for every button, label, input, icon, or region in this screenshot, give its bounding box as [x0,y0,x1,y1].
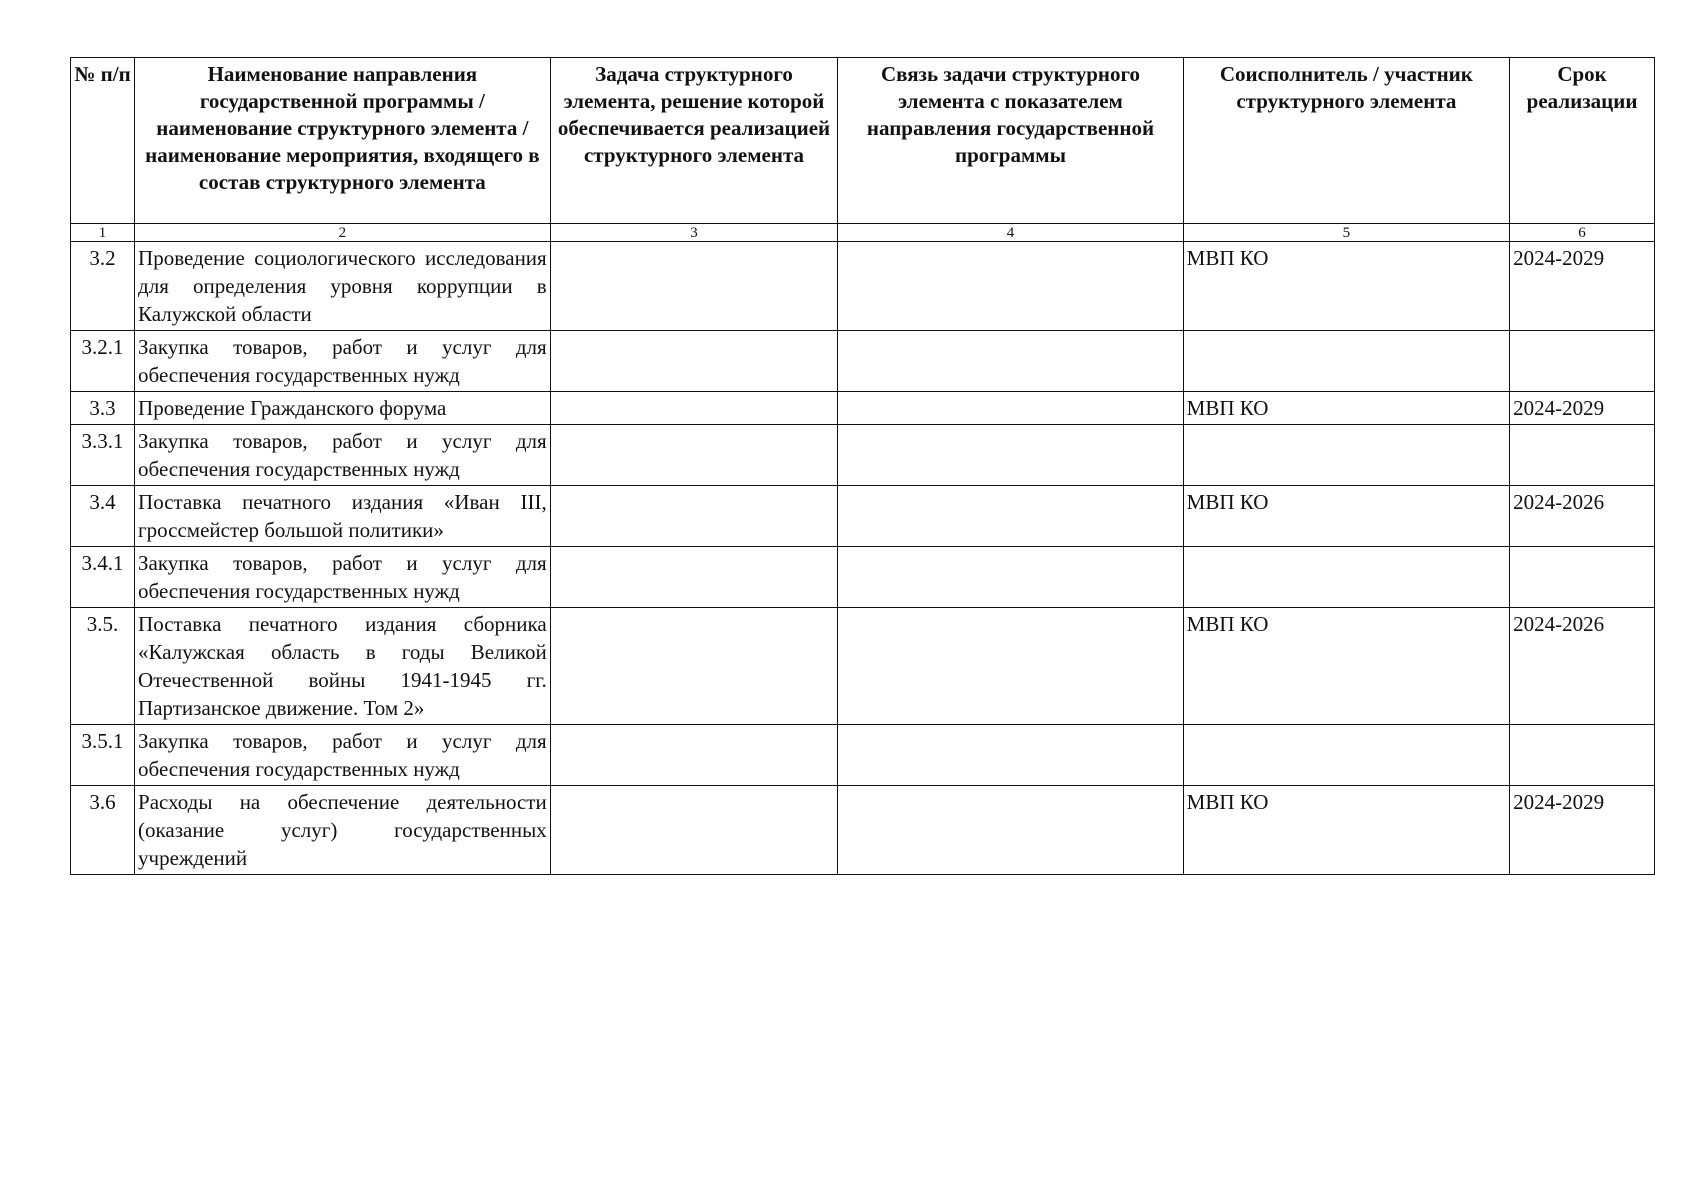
row-term: 2024-2029 [1510,242,1655,331]
header-row [71,58,1655,224]
row-executor [1183,425,1509,486]
row-link [838,392,1183,425]
column-number: 6 [1510,224,1655,242]
row-term [1510,331,1655,392]
row-number: 3.6 [71,786,135,875]
row-name: Закупка товаров, работ и услуг для обеспечения государственных нужд [135,547,551,608]
row-number: 3.3 [71,392,135,425]
column-number: 1 [71,224,135,242]
column-number: 2 [135,224,551,242]
row-name: Закупка товаров, работ и услуг для обеспечения государственных нужд [135,725,551,786]
row-number: 3.5.1 [71,725,135,786]
table-row [71,786,1655,875]
row-executor [1183,725,1509,786]
row-task [550,608,838,725]
row-name: Закупка товаров, работ и услуг для обеспечения государственных нужд [135,425,551,486]
row-term [1510,547,1655,608]
row-term: 2024-2029 [1510,786,1655,875]
row-link [838,425,1183,486]
table-row [71,608,1655,725]
header-term: Срок реализации [1510,58,1655,224]
row-number: 3.2 [71,242,135,331]
row-name: Расходы на обеспечение деятельности (оказание услуг) государственных учреждений [135,786,551,875]
row-task [550,331,838,392]
row-link [838,725,1183,786]
row-task [550,786,838,875]
row-number: 3.2.1 [71,331,135,392]
row-term: 2024-2026 [1510,608,1655,725]
row-task [550,425,838,486]
structural-elements-table [70,57,1655,875]
column-numbers-row [71,224,1655,242]
row-link [838,608,1183,725]
table-row [71,425,1655,486]
row-task [550,486,838,547]
row-executor: МВП КО [1183,392,1509,425]
table-row [71,486,1655,547]
row-executor [1183,331,1509,392]
header-link: Связь задачи структурного элемента с показателем направления государственной программы [838,58,1183,224]
header-executor: Соисполнитель / участник структурного элемента [1183,58,1509,224]
row-term: 2024-2026 [1510,486,1655,547]
row-link [838,547,1183,608]
table-row [71,331,1655,392]
row-term [1510,425,1655,486]
row-number: 3.4 [71,486,135,547]
header-task: Задача структурного элемента, решение которой обеспечивается реализацией структурного элемента [550,58,838,224]
row-number: 3.4.1 [71,547,135,608]
row-task [550,242,838,331]
row-term: 2024-2029 [1510,392,1655,425]
header-name: Наименование направления государственной программы / наименование структурного элемента / наименование мероприятия, входящего в состав структурного элемента [135,58,551,224]
column-number: 3 [550,224,838,242]
table-row [71,392,1655,425]
column-number: 5 [1183,224,1509,242]
row-link [838,242,1183,331]
row-task [550,725,838,786]
table-row [71,547,1655,608]
row-executor [1183,547,1509,608]
row-name: Закупка товаров, работ и услуг для обеспечения государственных нужд [135,331,551,392]
column-number: 4 [838,224,1183,242]
row-name: Проведение Гражданского форума [135,392,551,425]
row-name: Проведение социологического исследования для определения уровня коррупции в Калужской области [135,242,551,331]
table-row [71,242,1655,331]
header-num: № п/п [71,58,135,224]
row-number: 3.5. [71,608,135,725]
row-executor: МВП КО [1183,242,1509,331]
table-row [71,725,1655,786]
row-term [1510,725,1655,786]
row-task [550,547,838,608]
row-name: Поставка печатного издания «Иван III, гроссмейстер большой политики» [135,486,551,547]
row-executor: МВП КО [1183,608,1509,725]
row-number: 3.3.1 [71,425,135,486]
row-task [550,392,838,425]
row-link [838,486,1183,547]
row-name: Поставка печатного издания сборника «Калужская область в годы Великой Отечественной войны 1941-1945 гг. Партизанское движение. Том 2» [135,608,551,725]
row-link [838,786,1183,875]
row-link [838,331,1183,392]
row-executor: МВП КО [1183,486,1509,547]
row-executor: МВП КО [1183,786,1509,875]
